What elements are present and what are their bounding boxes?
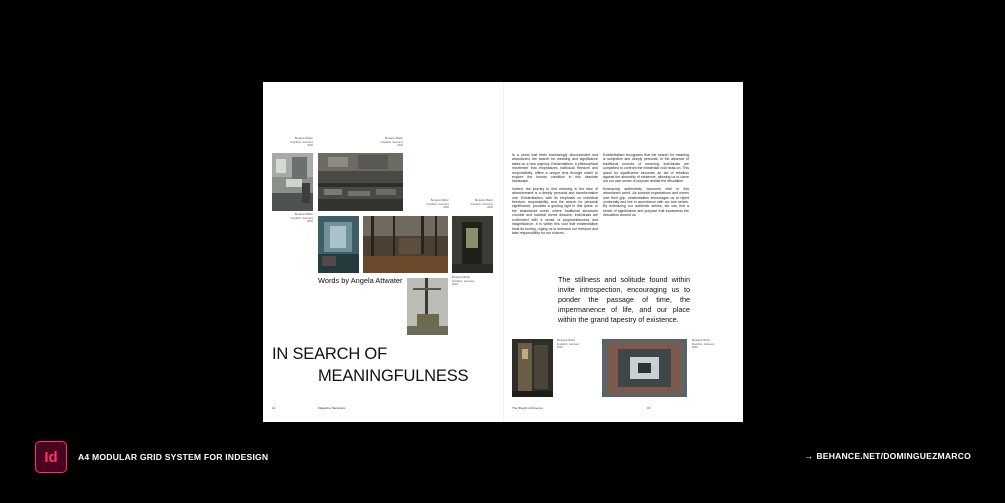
behance-link[interactable] [804, 451, 971, 461]
photo-caption: Benjamin Bellor Frankfurt, Germany 2020 [290, 137, 313, 148]
footer-left [35, 441, 268, 473]
photo-caption: Benjamin Bellor Frankfurt, Germany 2020 [290, 213, 313, 224]
arrow-right-icon: → [804, 451, 814, 461]
page-number-left: 14 [272, 406, 276, 410]
photo-stairwell-overhead [602, 339, 687, 397]
page-number-right: 15 [647, 406, 651, 410]
photo-bathroom [272, 153, 313, 211]
footer-title: A4 MODULAR GRID SYSTEM FOR INDESIGN [78, 452, 269, 462]
body-paragraph: Indeed, the journey to find meaning in the face of abandonment is a deeply personal and transformative one. Existentialism, with its emphasis on individual freedom, responsibility, and the search for personal significance, provides a guiding light in this quest. In the abandoned world, where traditional structures crumble and societal norms dissolve, individuals are confronted with a sense of purposelessness and insignificance. It is within this void that existentialism finds its footing, urging us to embrace our freedom and take responsibility for our choices. [512, 186, 598, 235]
photo-stair-corridor [512, 339, 553, 397]
body-paragraph: Existentialism recognizes that the search for meaning is subjective and deeply personal. In the absence of traditional sources of meaning, individuals are compelled to confront the existential void head-on. This quest for significance becomes an act of rebellion against the absurdity of existence, allowing us to carve out our own sense of purpose amidst the desolation. [603, 153, 689, 184]
headline-line-1: IN SEARCH OF [272, 345, 387, 363]
pull-quote: The stillness and solitude found within invite introspection, encouraging us to ponder the passage of time, the impermanence of life, and our place within the grand tapestry of existence. [558, 275, 690, 324]
photo-caption: Benjamin Bellor Frankfurt, Germany 2020 [426, 199, 449, 210]
photo-forest-ruin [363, 216, 448, 273]
running-footer-left: Magazine Narratives [318, 406, 346, 410]
spine-divider [503, 82, 504, 422]
byline: Words by Angela Attwater [318, 276, 403, 285]
running-footer-right: The Weight of Absence [512, 406, 543, 410]
behance-link-label[interactable]: BEHANCE.NET/DOMINGUEZMARCO [816, 451, 971, 461]
photo-caption: Benjamin Bellor Frankfurt, Germany 2020 [452, 276, 475, 287]
body-column-left [512, 153, 598, 238]
photo-hallway [318, 216, 359, 273]
photo-caption: Benjamin Bellor Frankfurt, Germany 2020 [380, 137, 403, 148]
body-paragraph: Embracing authenticity becomes vital in this abandoned world. As societal expectations and norms lose their grip, existentialism encourages us to reject conformity and live in accordance with our true selves. By embracing our authentic selves, we can find a sense of significance and purpose that transcends the desolation around us. [603, 186, 689, 218]
body-column-right [603, 153, 689, 221]
headline-line-2: MEANINGFULNESS [318, 367, 469, 385]
magazine-spread [263, 82, 743, 422]
indesign-logo-icon: Id [35, 441, 67, 473]
photo-caption: Benjamin Bellor Frankfurt, Germany 2020 [557, 339, 580, 350]
photo-tree-monument [407, 278, 448, 335]
body-paragraph: In a world that feels increasingly disconnected and abandoned, the search for meaning and significance takes on a new urgency. Existentialism, a philosophical movement that emphasizes individual freedom and responsibility, offers a unique lens through which to explore the human condition in this desolate landscape. [512, 153, 598, 184]
photo-caption: Benjamin Bellor Frankfurt, Germany 2020 [692, 339, 715, 350]
photo-classroom [318, 153, 403, 211]
photo-doorway [452, 216, 493, 273]
photo-caption: Benjamin Bellor Frankfurt, Germany 2020 [470, 199, 493, 210]
